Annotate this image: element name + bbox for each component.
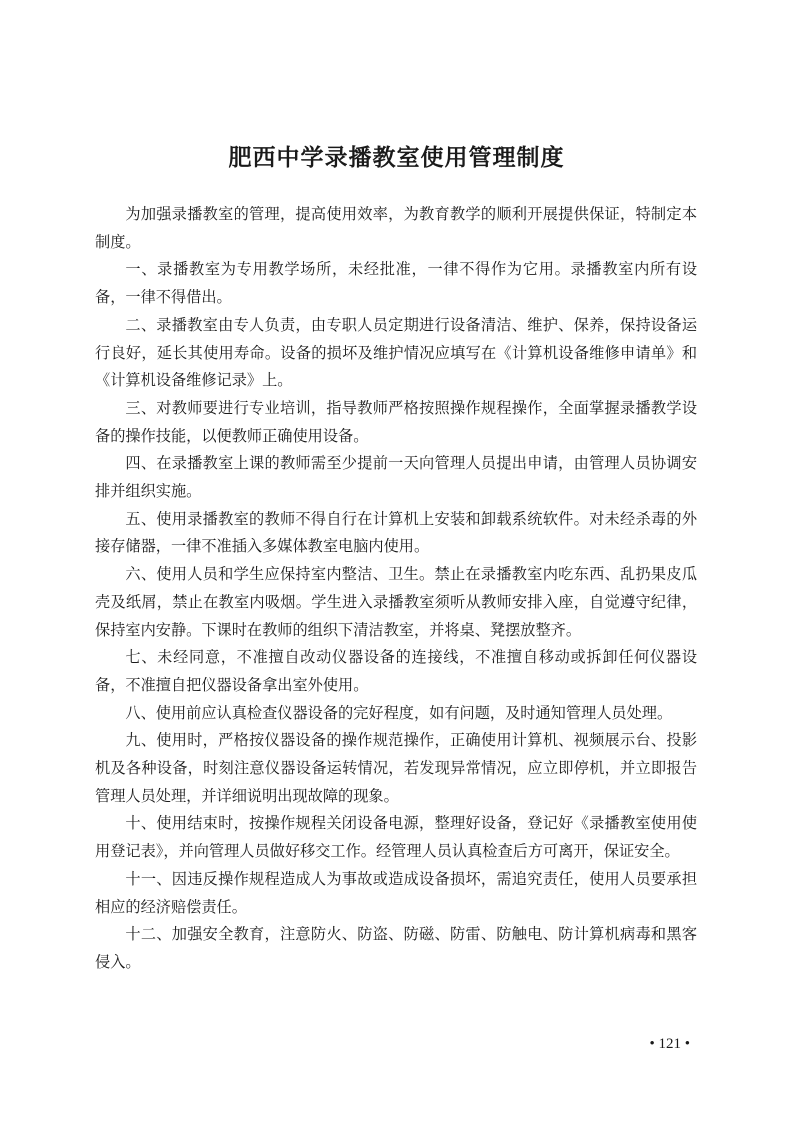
paragraph-rule-8: 八、使用前应认真检查仪器设备的完好程度，如有问题，及时通知管理人员处理。 [125,703,673,722]
paragraph-rule-3: 三、对教师要进行专业培训，指导教师严格按照操作规程操作，全面掌握录播教学设备的操作技能，以便教师正确使用设备。 [95,398,697,445]
paragraph-rule-5: 五、使用录播教室的教师不得自行在计算机上安装和卸载系统软件。对未经杀毒的外接存储器，一律不准插入多媒体教室电脑内使用。 [95,509,697,556]
paragraph-rule-4: 四、在录播教室上课的教师需至少提前一天向管理人员提出申请，由管理人员协调安排并组织实施。 [95,454,697,501]
document-body [95,201,697,977]
paragraph-rule-9: 九、使用时，严格按仪器设备的操作规范操作，正确使用计算机、视频展示台、投影机及各种设备，时刻注意仪器设备运转情况，若发现异常情况，应立即停机，并立即报告管理人员处理，并详细说明出现故障的现象。 [95,731,697,805]
paragraph-rule-11: 十一、因违反操作规程造成人为事故或造成设备损坏，需追究责任，使用人员要承担相应的经济赔偿责任。 [95,869,697,916]
page-title: 肥西中学录播教室使用管理制度 [228,145,565,171]
paragraph-rule-10: 十、使用结束时，按操作规程关闭设备电源，整理好设备，登记好《录播教室使用使用登记表》，并向管理人员做好移交工作。经管理人员认真检查后方可离开，保证安全。 [95,814,697,861]
paragraph-intro: 为加强录播教室的管理，提高使用效率，为教育教学的顺利开展提供保证，特制定本制度。 [95,205,697,251]
paragraph-rule-7: 七、未经同意，不准擅自改动仪器设备的连接线，不准擅自移动或拆卸任何仪器设备，不准擅自把仪器设备拿出室外使用。 [95,648,697,694]
paragraph-rule-2: 二、录播教室由专人负责，由专职人员定期进行设备清洁、维护、保养，保持设备运行良好，延长其使用寿命。设备的损坏及维护情况应填写在《计算机设备维修申请单》和《计算机设备维修记录》上。 [95,315,697,390]
paragraph-rule-1: 一、录播教室为专用教学场所，未经批准，一律不得作为它用。录播教室内所有设备，一律不得借出。 [95,260,697,307]
page-number: • 121 • [649,1036,690,1052]
paragraph-rule-6: 六、使用人员和学生应保持室内整洁、卫生。禁止在录播教室内吃东西、乱扔果皮瓜壳及纸屑，禁止在教室内吸烟。学生进入录播教室须听从教师安排入座，自觉遵守纪律，保持室内安静。下课时在教师的组织下清洁教室，并将桌、凳摆放整齐。 [95,565,697,639]
paragraph-rule-12: 十二、加强安全教育，注意防火、防盗、防磁、防雷、防触电、防计算机病毒和黑客侵入。 [95,925,697,971]
